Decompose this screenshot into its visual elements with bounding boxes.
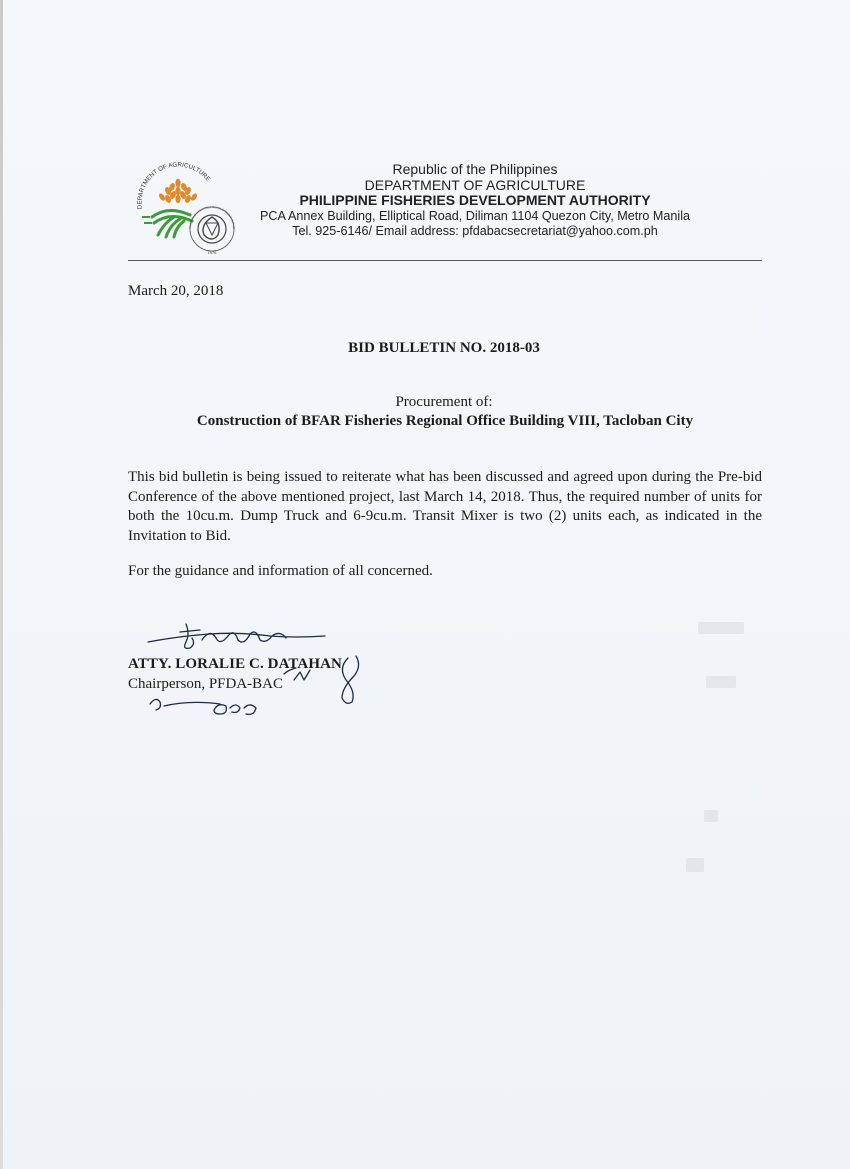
- letterhead: [240, 162, 710, 240]
- bulletin-title: BID BULLETIN NO. 2018-03: [348, 340, 540, 356]
- procurement-label: Procurement of:: [395, 394, 493, 410]
- procurement-title: Construction of BFAR Fisheries Regional Office Building VIII, Tacloban City: [196, 413, 694, 429]
- letterhead-department: DEPARTMENT OF AGRICULTURE: [364, 176, 586, 193]
- scan-edge: [0, 0, 3, 1169]
- signatory-title: Chairperson, PFDA-BAC: [128, 676, 284, 692]
- da-logo-icon: [136, 161, 214, 237]
- scan-mark: [704, 810, 718, 822]
- pfda-logo-year: 1976: [207, 250, 217, 255]
- scan-mark: [698, 622, 744, 634]
- pfda-logo-icon: [128, 157, 236, 255]
- da-logo-text: DEPARTMENT OF AGRICULTURE: [136, 161, 212, 210]
- closing-line: For the guidance and information of all concerned.: [128, 563, 433, 579]
- scan-mark: [686, 858, 704, 872]
- pfda-logo-text: PHILIPPINE FISHERIES DEVELOPMENT AUTHO: [187, 204, 237, 230]
- signatory-name: ATTY. LORALIE C. DATAHAN: [128, 656, 342, 672]
- agency-logos: [128, 157, 240, 257]
- letterhead-republic: Republic of the Philippines: [392, 161, 558, 177]
- document-date: March 20, 2018: [128, 283, 224, 299]
- letterhead-address: PCA Annex Building, Elliptical Road, Diliman 1104 Quezon City, Metro Manila: [259, 208, 691, 223]
- letterhead-contact: Tel. 925-6146/ Email address: pfdabacsecretariat@yahoo.com.ph: [292, 224, 658, 238]
- bulletin-body: This bid bulletin is being issued to reiterate what has been discussed and agreed upon during the Pre-bid Conference of the above mentioned project, last March 14, 2018. Thus, the required number of units for both the 10cu.m. Dump Truck and 6-9cu.m. Transit Mixer is two (2) units each, as indicated in the Invitation to Bid.: [128, 469, 762, 544]
- letterhead-divider: [128, 260, 762, 261]
- letterhead-agency: PHILIPPINE FISHERIES DEVELOPMENT AUTHORITY: [299, 192, 651, 208]
- scan-mark: [706, 676, 736, 688]
